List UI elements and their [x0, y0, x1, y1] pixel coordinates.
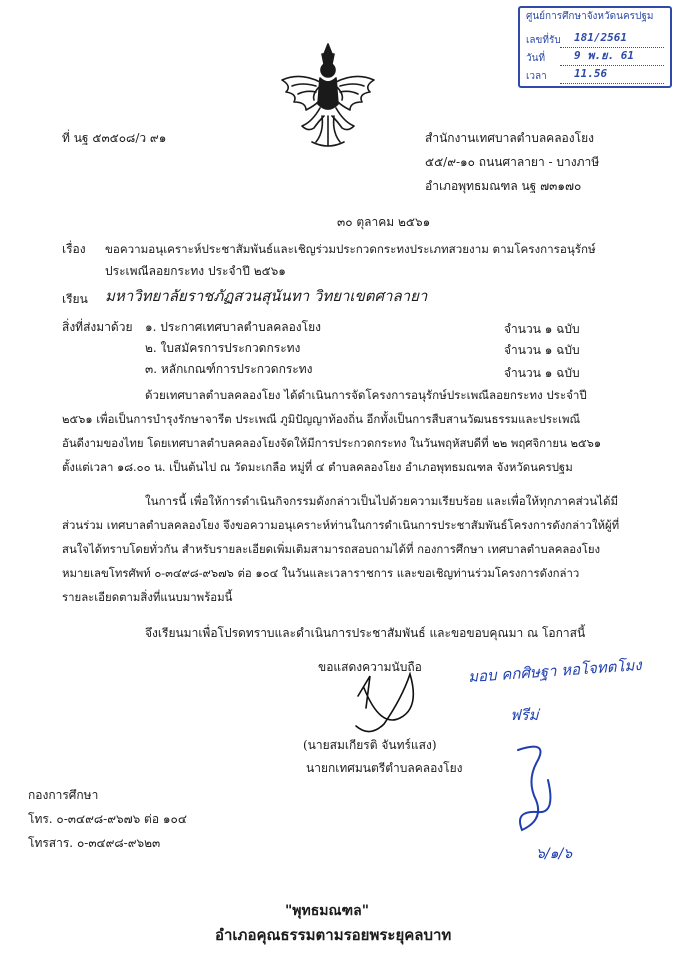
para2-line: หมายเลขโทรศัพท์ ๐-๓๔๙๘-๙๖๗๖ ต่อ ๑๐๔ ในวันและเวลาราชการ และขอเชิญท่านร่วมโครงการดังกล่าว: [62, 566, 580, 580]
fax-number: โทรสาร. ๐-๓๔๙๘-๙๖๒๓: [28, 836, 161, 850]
signatory-title: นายกเทศมนตรีตำบลคลองโยง: [306, 761, 463, 775]
to-label: เรียน: [62, 292, 88, 306]
department-name: กองการศึกษา: [28, 788, 99, 802]
sender-line-3: อำเภอพุทธมณฑล นฐ ๗๓๑๗๐: [425, 179, 582, 193]
subject-label: เรื่อง: [62, 242, 86, 256]
para2-line: รายละเอียดตามสิ่งที่แนบมาพร้อมนี้: [62, 590, 233, 604]
letter-date: ๓๐ ตุลาคม ๒๕๖๑: [337, 215, 431, 229]
para2-line: สนใจได้ทราบโดยทั่วกัน สำหรับรายละเอียดเพิ่มเติมสามารถสอบถามได้ที่ กองการศึกษา เทศบาลตำบลคลองโยง: [62, 542, 601, 556]
stamp-title: ศูนย์การศึกษาจังหวัดนครปฐม: [526, 11, 654, 22]
enclosures-label: สิ่งที่ส่งมาด้วย: [62, 320, 133, 334]
enclosure-qty: จำนวน ๑ ฉบับ: [504, 322, 580, 336]
enclosure-qty: จำนวน ๑ ฉบับ: [504, 343, 580, 357]
para1-line: ตั้งแต่เวลา ๑๘.๐๐ น. เป็นต้นไป ณ วัดมะเกลือ หมู่ที่ ๔ ตำบลคลองโยง อำเภอพุทธมณฑล จังหวัดนครปฐม: [62, 460, 573, 474]
handwritten-date: ๖/๑/๖: [536, 846, 573, 862]
stamp-receipt-no: 181/2561: [574, 31, 627, 44]
receipt-stamp: [518, 6, 672, 88]
garuda-emblem-icon: [272, 42, 384, 150]
footer-motto-2: อำเภอคุณธรรมตามรอยพระยุคลบาท: [215, 926, 452, 944]
para1-line: ด้วยเทศบาลตำบลคลองโยง ได้ดำเนินการจัดโครงการอนุรักษ์ประเพณีลอยกระทง ประจำปี: [145, 388, 587, 402]
signature-mark: [340, 668, 430, 738]
enclosure-item: ๓. หลักเกณฑ์การประกวดกระทง: [145, 362, 313, 376]
reference-number: ที่ นฐ ๕๓๕๐๘/ว ๙๑: [62, 131, 167, 145]
stamp-receipt-label: เลขที่รับ: [526, 35, 561, 46]
subject-line-2: ประเพณีลอยกระทง ประจำปี ๒๕๖๑: [105, 264, 286, 278]
enclosure-qty: จำนวน ๑ ฉบับ: [504, 366, 580, 380]
handwritten-note-line-2: ฟรีม่: [510, 706, 539, 724]
para1-line: อันดีงามของไทย โดยเทศบาลตำบลคลองโยงจัดให้มีการประกวดกระทง ในวันพฤหัสบดีที่ ๒๒ พฤศจิกายน ๒๕๖๑: [62, 436, 602, 450]
stamp-date: 9 พ.ย. 61: [574, 49, 635, 62]
to-value: มหาวิทยาลัยราชภัฏสวนสุนันทา วิทยาเขตศาลายา: [105, 287, 428, 305]
para2-line: ส่วนร่วม เทศบาลตำบลคลองโยง จึงขอความอนุเคราะห์ท่านในการดำเนินการประชาสัมพันธ์โครงการดังกล่าวให้ผู้ที่: [62, 518, 620, 532]
phone-number: โทร. ๐-๓๔๙๘-๙๖๗๖ ต่อ ๑๐๔: [28, 812, 187, 826]
closing-salutation: ขอแสดงความนับถือ: [318, 660, 422, 674]
para2-line: ในการนี้ เพื่อให้การดำเนินกิจกรรมดังกล่าวเป็นไปด้วยความเรียบร้อย และเพื่อให้ทุกภาคส่วนได้มี: [145, 494, 619, 508]
stamp-time: 11.56: [574, 67, 608, 80]
footer-motto-1: "พุทธมณฑล": [285, 903, 370, 919]
stamp-date-label: วันที่: [526, 53, 546, 64]
stamp-time-label: เวลา: [526, 71, 547, 82]
handwritten-note-line-1: มอบ คกศิษฐา หอโจทตโมง: [467, 655, 643, 687]
para1-line: ๒๕๖๑ เพื่อเป็นการบำรุงรักษาจารีต ประเพณี ภูมิปัญญาท้องถิ่น อีกทั้งเป็นการสืบสานวัฒนธรรมและประเพณี: [62, 412, 581, 426]
closing-request: จึงเรียนมาเพื่อโปรดทราบและดำเนินการประชาสัมพันธ์ และขอขอบคุณมา ณ โอกาสนี้: [145, 626, 586, 640]
sender-line-1: สำนักงานเทศบาลตำบลคลองโยง: [425, 131, 594, 145]
enclosure-item: ๒. ใบสมัครการประกวดกระทง: [145, 341, 301, 355]
subject-line-1: ขอความอนุเคราะห์ประชาสัมพันธ์และเชิญร่วมประกวดกระทงประเภทสวยงาม ตามโครงการอนุรักษ์: [105, 242, 596, 256]
signatory-name: (นายสมเกียรติ จันทร์แสง): [303, 738, 437, 752]
sender-line-2: ๕๕/๙-๑๐ ถนนศาลายา - บางภาษี: [425, 155, 600, 169]
handwritten-initials-mark: [508, 740, 568, 840]
enclosure-item: ๑. ประกาศเทศบาลตำบลคลองโยง: [145, 320, 321, 334]
